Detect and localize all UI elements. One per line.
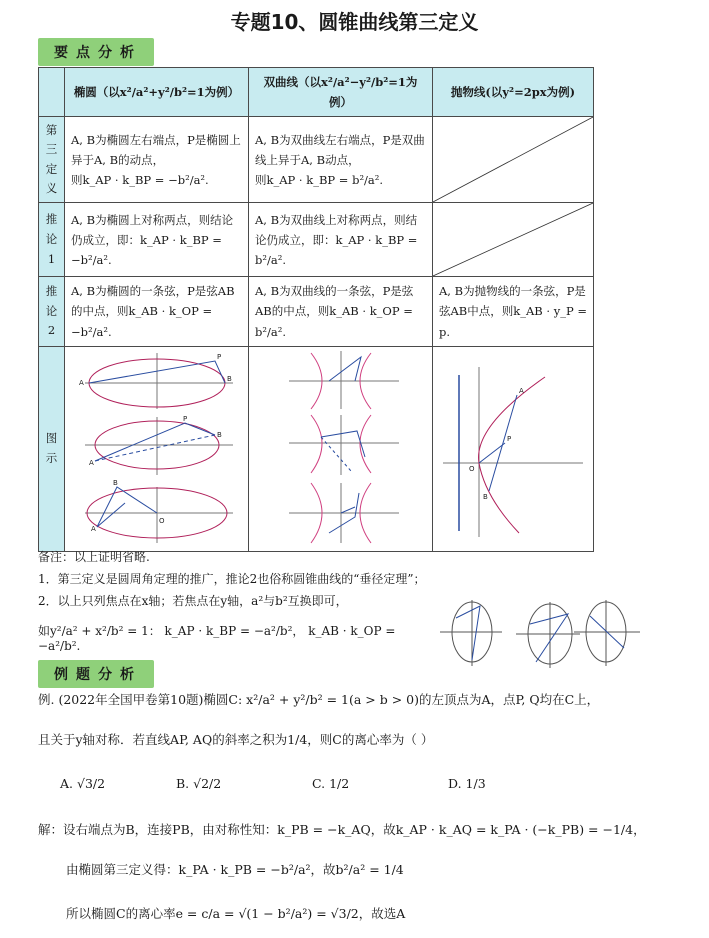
summary-table (38, 67, 594, 552)
example-question-line1: 例. (2022年全国甲卷第10题)椭圆C: x²/a² + y²/b² = 1(a > b > 0)的左顶点为A，点P, Q均在C上， (38, 692, 600, 707)
cell-parabola-def-empty (433, 117, 594, 203)
header-ellipse: 椭圆（以x²/a²+y²/b²=1为例） (65, 68, 249, 117)
cell-parabola-cor2: A, B为抛物线的一条弦，P是弦AB中点，则k_AB · y_P = p. (433, 277, 594, 346)
corner-cell (39, 68, 65, 117)
option-a: A. √3/2 (60, 776, 106, 791)
svg-text:B: B (483, 492, 488, 501)
svg-text:P: P (507, 434, 512, 443)
note-1: 1．第三定义是圆周角定理的推广，推论2也俗称圆锥曲线的“垂径定理”； (38, 572, 426, 586)
cell-parabola-cor1-empty (433, 203, 594, 277)
row-label-third-definition: 第 三 定 义 (39, 117, 65, 203)
note-2: 2．以上只列焦点在x轴；若焦点在y轴，a²与b²互换即可， (38, 594, 348, 608)
cell-ellipse-cor1: A, B为椭圆上对称两点，则结论仍成立，即：k_AP · k_BP = −b²/a². (65, 203, 249, 277)
solution-line2: 由椭圆第三定义得：k_PA · k_PB = −b²/a²，故b²/a² = 1/4 (66, 862, 404, 877)
cell-hyperbola-cor1: A, B为双曲线上对称两点，则结论仍成立，即：k_AP · k_BP = b²/a². (249, 203, 433, 277)
example-question-line2: 且关于y轴对称．若直线AP, AQ的斜率之积为1/4，则C的离心率为（ ） (38, 732, 434, 747)
option-d: D. 1/3 (448, 776, 486, 791)
cell-ellipse-def: A, B为椭圆左右端点，P是椭圆上异于A, B的动点， 则k_AP · k_BP = −b²/a². (65, 117, 249, 203)
option-b: B. √2/2 (176, 776, 222, 791)
cell-hyperbola-def: A, B为双曲线左右端点，P是双曲线上异于A, B动点， 则k_AP · k_BP = b²/a². (249, 117, 433, 203)
cell-ellipse-cor2: A, B为椭圆的一条弦，P是弦AB的中点，则k_AB · k_OP = −b²/a². (65, 277, 249, 346)
option-c: C. 1/2 (312, 776, 350, 791)
svg-text:A: A (79, 378, 84, 387)
svg-text:A: A (91, 524, 96, 533)
section-tag-key-points: 要点分析 (38, 38, 154, 66)
svg-text:P: P (217, 352, 222, 361)
svg-text:A: A (519, 386, 524, 395)
svg-text:O: O (469, 464, 475, 473)
solution-line3: 所以椭圆C的离心率e = c/a = √(1 − b²/a²) = √3/2，故选A (66, 906, 406, 921)
header-parabola: 抛物线(以y²=2px为例) (433, 68, 594, 117)
remark-text: 备注：以上证明省略. (38, 550, 150, 564)
solution-line1: 解：设右端点为B，连接PB，由对称性知：k_PB = −k_AQ，故k_AP · k_AQ = k_PA · (−k_PB) = −1/4， (38, 822, 646, 837)
row-label-corollary-2: 推 论 2 (39, 277, 65, 346)
row-label-corollary-1: 推 论 1 (39, 203, 65, 277)
figure-hyperbola (249, 346, 433, 551)
figure-parabola (433, 346, 594, 551)
page-title: 专题10、圆锥曲线第三定义 (230, 10, 479, 34)
note-3: 如y²/a² + x²/b² = 1： k_AP · k_BP = −a²/b²， k_AB · k_OP = −a²/b². (38, 624, 396, 653)
svg-text:O: O (159, 516, 165, 525)
figure-ellipse (65, 346, 249, 551)
svg-text:P: P (183, 414, 188, 423)
conic-sketches (440, 600, 640, 670)
section-tag-examples: 例题分析 (38, 660, 154, 688)
svg-text:B: B (227, 374, 232, 383)
cell-hyperbola-cor2: A, B为双曲线的一条弦，P是弦AB的中点，则k_AB · k_OP = b²/a². (249, 277, 433, 346)
header-hyperbola: 双曲线（以x²/a²−y²/b²=1为例） (249, 68, 433, 117)
svg-text:B: B (113, 478, 118, 487)
svg-text:B: B (217, 430, 222, 439)
row-label-figures: 图 示 (39, 346, 65, 551)
svg-text:A: A (89, 458, 94, 467)
